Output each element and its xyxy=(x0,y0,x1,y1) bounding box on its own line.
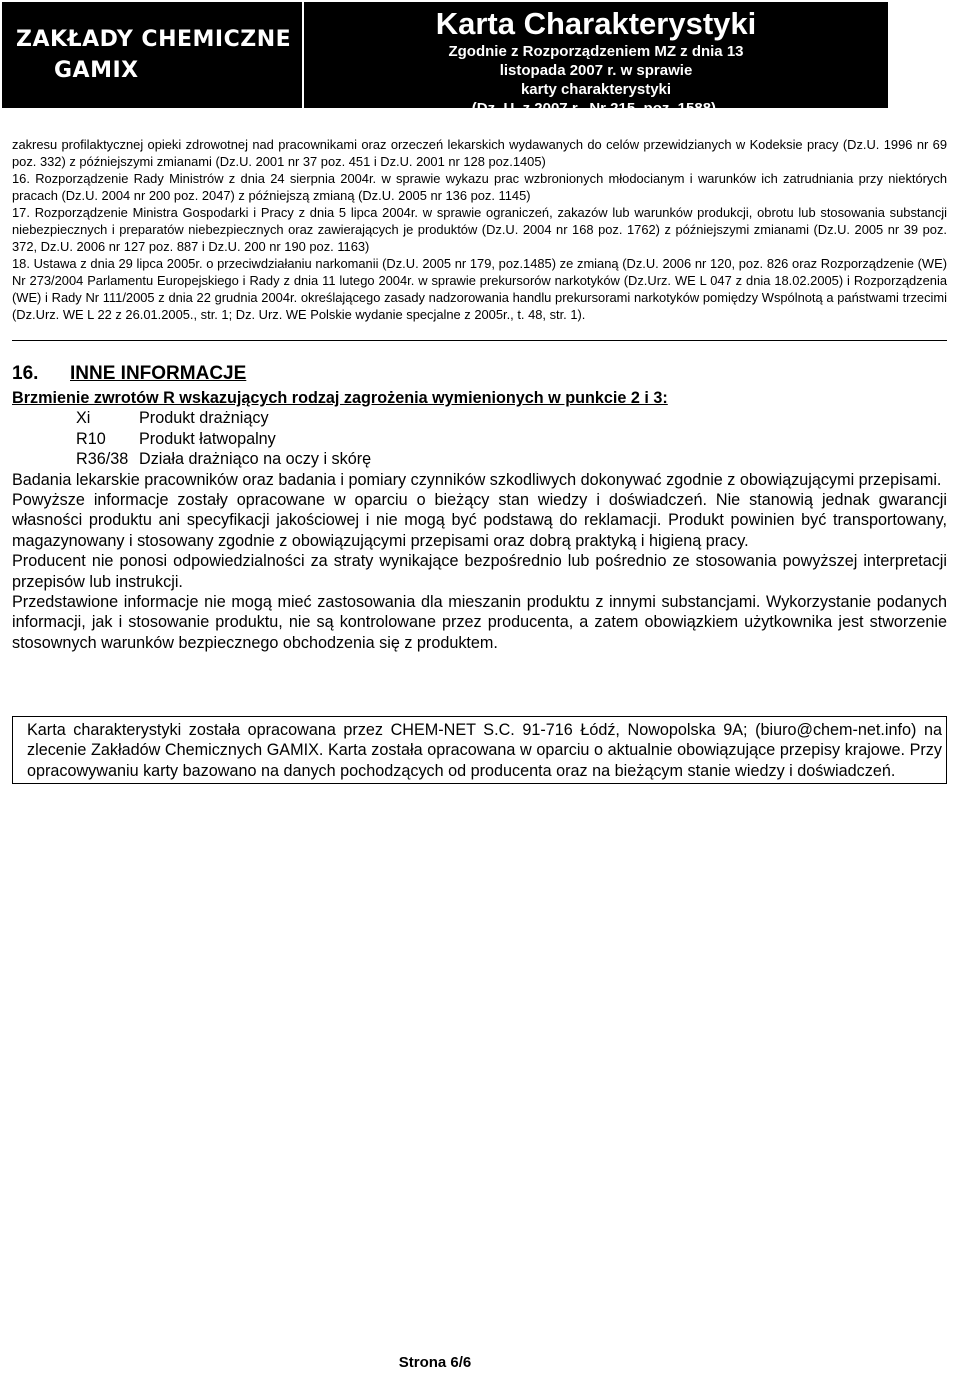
regulation-item: 17. Rozporządzenie Ministra Gospodarki i Pracy z dnia 5 lipca 2004r. w sprawie ograniczeń, zakazów lub warunków produkcji, obrotu lub stosowania substancji niebezpiecznych i preparatów niebezpiecznych oraz zawierających je produktów (Dz.U. 2004 nr 168 poz. 1762) z późniejszymi zmianami (Dz.U. 2005 nr 39 poz. 372, Dz.U. 2006 nr 127 poz. 887 i Dz.U. 200 nr 190 poz. 1163) xyxy=(12,205,947,254)
section-number: 16. xyxy=(12,363,39,384)
r-phrase-code: Xi xyxy=(76,409,91,428)
section-heading xyxy=(12,362,947,386)
company-name-line2: GAMIX xyxy=(54,58,139,83)
info-paragraph: Powyższe informacje zostały opracowane w oparciu o bieżący stan wiedzy i doświadczeń. Nie stanowią jednak gwarancji własności produktu ani specyfikacji jakościowej i nie mogą być podstawą do reklamacji. Produkt powinien być transportowany, magazynowany i stosowany zgodnie z obowiązującymi przepisami oraz dobrą praktyką i higieną pracy. xyxy=(12,491,947,550)
r-phrases-list xyxy=(12,408,947,469)
r-phrase-code: R36/38 xyxy=(76,450,129,469)
section-title: INNE INFORMACJE xyxy=(70,363,247,384)
subtitle-line: Zgodnie z Rozporządzeniem MZ z dnia 13 xyxy=(448,43,744,60)
r-phrase-code: R10 xyxy=(76,429,106,448)
document-title: Karta Charakterystyki xyxy=(435,6,757,41)
subtitle-line: karty charakterystyki xyxy=(520,81,672,98)
company-name-line1: ZAKŁADY CHEMICZNE xyxy=(16,27,292,52)
r-phrase-text: Działa drażniąco na oczy i skórę xyxy=(139,450,372,469)
document-header xyxy=(2,2,888,117)
r-phrase-text: Produkt łatwopalny xyxy=(139,429,276,448)
regulation-item: 18. Ustawa z dnia 29 lipca 2005r. o przeciwdziałaniu narkomanii (Dz.U. 2005 nr 179, poz.1485) ze zmianą (Dz.U. 2006 nr 120, poz. 826 oraz Rozporządzenie (WE) Nr 273/2004 Parlamentu Europejskiego i Rady z dnia 11 lutego 2004r. w sprawie prekursorów narkotyków (Dz.Urz. WE L 047 z dnia 18.02.2005) i Rozporządzenia (WE) i Rady Nr 111/2005 z dnia 22 grudnia 2004r. określającego zasady nadzorowania handlu prekursorami narkotyków pomiędzy Wspólnotą a państwami trzecimi (Dz.Urz. WE L 22 z 26.01.2005., str. 1; Dz. Urz. WE Polskie wydanie specjalne z 2005r., t. 48, str. 1). xyxy=(12,256,947,322)
r-phrase-item xyxy=(12,408,947,428)
regulation-item: 16. Rozporządzenie Rady Ministrów z dnia 24 sierpnia 2004r. w sprawie wykazu prac wzbronionych młodocianym i warunków ich zatrudniania przy niektórych pracach (Dz.U. 2004 nr 200 poz. 2047) z późniejszą zmianą (Dz.U. 2005 nr 136 poz. 1145) xyxy=(12,171,947,203)
regulations-list xyxy=(12,136,947,323)
document-title-box xyxy=(302,2,888,117)
subtitle-line: (Dz. U. z 2007 r., Nr 215, poz. 1588). xyxy=(471,100,721,117)
regulation-item: zakresu profilaktycznej opieki zdrowotnej nad pracownikami oraz orzeczeń lekarskich wydawanych do celów przewidzianych w Kodeksie pracy (Dz.U. 1996 nr 69 poz. 332) z późniejszymi zmianami (Dz.U. 2001 nr 37 poz. 451 i Dz.U. 2001 nr 128 poz.1405) xyxy=(12,137,947,169)
info-paragraph: Przedstawione informacje nie mogą mieć zastosowania dla mieszanin produktu z innymi substancjami. Wykorzystanie podanych informacji, jak i stosowanie produktu, nie są kontrolowane przez producenta, a zatem obowiązkiem użytkownika jest stworzenie stosownych warunków bezpiecznego obchodzenia się z produktem. xyxy=(12,593,947,652)
company-logo-box xyxy=(2,2,302,108)
r-phrase-item xyxy=(12,429,947,449)
r-phrase-text: Produkt drażniący xyxy=(139,409,269,428)
info-paragraph: Producent nie ponosi odpowiedzialności za straty wynikające bezpośrednio lub pośrednio ze stosowania powyższej interpretacji przepisów lub instrukcji. xyxy=(12,552,947,591)
r-phrase-item xyxy=(12,449,947,469)
subtitle-line: listopada 2007 r. w sprawie xyxy=(499,62,693,79)
section-divider xyxy=(12,340,947,341)
r-phrases-heading: Brzmienie zwrotów R wskazujących rodzaj zagrożenia wymienionych w punkcie 2 i 3: xyxy=(12,389,668,407)
preparer-note-box: Karta charakterystyki została opracowana przez CHEM-NET S.C. 91-716 Łódź, Nowopolska 9A; (biuro@chem-net.info) na zlecenie Zakładów Chemicznych GAMIX. Karta została opracowana w oparciu o aktualnie obowiązujące przepisy krajowe. Przy opracowywaniu karty bazowano na danych pochodzących od producenta oraz na bieżącym stanie wiedzy i doświadczeń. xyxy=(12,716,947,784)
info-paragraph: Badania lekarskie pracowników oraz badania i pomiary czynników szkodliwych dokonywać zgodnie z obowiązującymi przepisami. xyxy=(12,470,942,489)
page-number: Strona 6/6 xyxy=(398,1354,472,1371)
section-16 xyxy=(12,362,947,653)
